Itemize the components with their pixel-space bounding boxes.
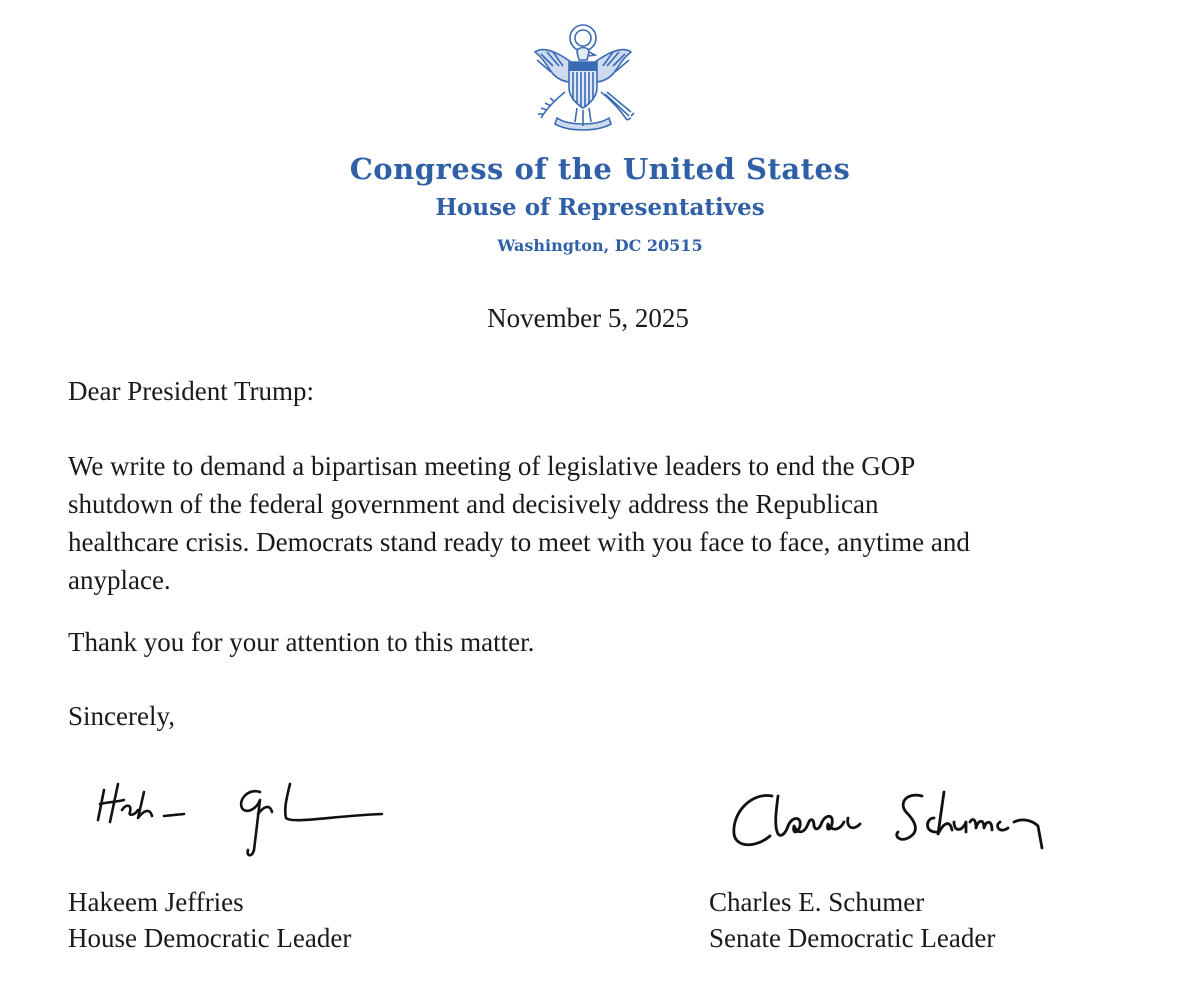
letter-date: November 5, 2025 <box>487 303 689 333</box>
signer-jeffries <box>68 884 351 956</box>
schumer-signature <box>722 778 1082 868</box>
letterhead-congress: Congress of the United States <box>349 152 851 186</box>
signer-schumer <box>709 884 995 956</box>
letterhead-address: Washington, DC 20515 <box>497 236 703 255</box>
signer-title: House Democratic Leader <box>68 923 352 953</box>
body-line: We write to demand a bipartisan meeting of legislative leaders to end the GOP <box>68 451 916 481</box>
jeffries-signature <box>92 770 402 865</box>
closing: Sincerely, <box>68 701 175 731</box>
salutation: Dear President Trump: <box>68 376 314 406</box>
body-paragraph <box>68 447 970 599</box>
signer-name: Hakeem Jeffries <box>68 887 244 917</box>
letterhead-house: House of Representatives <box>435 194 765 221</box>
signer-title: Senate Democratic Leader <box>709 923 996 953</box>
great-seal-eagle-icon <box>523 22 643 140</box>
thanks-line: Thank you for your attention to this matter. <box>68 627 535 657</box>
body-line: shutdown of the federal government and decisively address the Republican <box>68 489 879 519</box>
body-line: healthcare crisis. Democrats stand ready to meet with you face to face, anytime and <box>68 527 970 557</box>
signer-name: Charles E. Schumer <box>709 887 925 917</box>
body-line: anyplace. <box>68 565 171 595</box>
